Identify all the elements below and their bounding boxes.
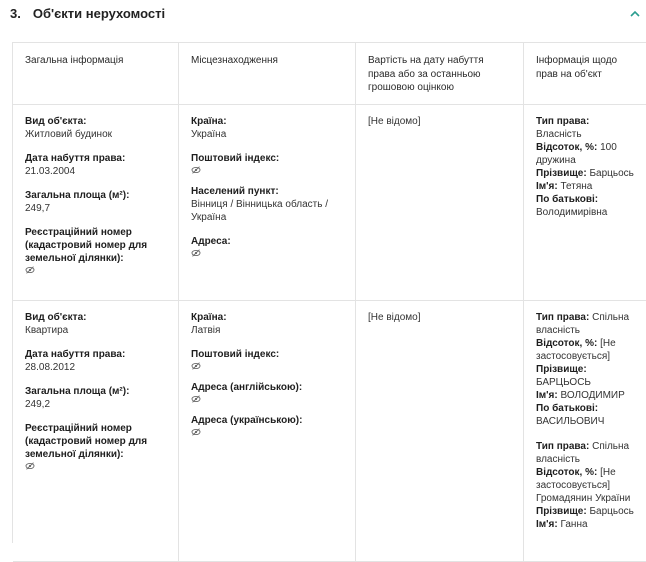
share-label: Відсоток, %:: [536, 467, 598, 478]
surname-value: Барцьось: [589, 506, 634, 517]
patronymic-value: Володимирівна: [536, 207, 608, 218]
section-title: [10, 6, 165, 21]
location-cell: [179, 105, 356, 300]
value-text: [Не відомо]: [368, 116, 421, 127]
citizenship-value: Громадянин України: [536, 493, 631, 504]
patronymic-value: ВАСИЛЬОВИЧ: [536, 416, 605, 427]
acquisition-date-label: Дата набуття права:: [25, 153, 126, 164]
header-location: Місцезнаходження: [179, 43, 356, 104]
area-label: Загальна площа (м²):: [25, 190, 130, 201]
address-en-label: Адреса (англійською):: [191, 382, 303, 393]
area-value: 249,2: [25, 399, 51, 410]
eye-slash-icon: [25, 266, 35, 274]
name-label: Ім'я:: [536, 519, 558, 530]
acquisition-date-label: Дата набуття права:: [25, 349, 126, 360]
right-type-label: Тип права:: [536, 441, 590, 452]
area-label: Загальна площа (м²):: [25, 386, 130, 397]
surname-value: Барцьось: [589, 168, 634, 179]
eye-slash-icon: [191, 166, 201, 174]
header-value: Вартість на дату набуття права або за останньою грошовою оцінкою: [356, 43, 524, 104]
section-number: 3.: [10, 6, 21, 21]
right-type-label: Тип права:: [536, 312, 590, 323]
acquisition-date-value: 28.08.2012: [25, 362, 76, 373]
country-value: Латвія: [191, 325, 221, 336]
general-info-cell: [13, 105, 179, 300]
location-cell: [179, 301, 356, 561]
patronymic-label: По батькові:: [536, 403, 599, 414]
table-row: [13, 105, 646, 301]
name-value: ВОЛОДИМИР: [560, 390, 625, 401]
eye-slash-icon: [25, 462, 35, 470]
area-value: 249,7: [25, 203, 51, 214]
object-type-label: Вид об'єкта:: [25, 116, 87, 127]
right-type-value: Спільна власність: [536, 441, 630, 465]
section-title-text: Об'єкти нерухомості: [32, 6, 166, 21]
address-ua-label: Адреса (українською):: [191, 415, 303, 426]
value-cell: [356, 105, 524, 300]
table-header-row: [13, 43, 646, 105]
header-rights: Інформація щодо прав на об'єкт: [524, 43, 646, 104]
value-text: [Не відомо]: [368, 312, 421, 323]
rights-group: [536, 311, 634, 428]
name-value: Ганна: [560, 519, 588, 530]
address-label: Адреса:: [191, 236, 231, 247]
acquisition-date-value: 21.03.2004: [25, 166, 76, 177]
table-row: [13, 301, 646, 562]
object-type-value: Квартира: [25, 325, 69, 336]
eye-slash-icon: [191, 362, 201, 370]
eye-slash-icon: [191, 395, 201, 403]
general-info-cell: [13, 301, 179, 561]
object-type-value: Житловий будинок: [25, 129, 113, 140]
settlement-value: Вінниця / Вінницька область / Україна: [191, 199, 328, 223]
country-value: Україна: [191, 129, 227, 140]
share-value: 100 дружина: [536, 142, 617, 166]
rights-cell: [524, 105, 646, 300]
object-type-label: Вид об'єкта:: [25, 312, 87, 323]
postal-code-label: Поштовий індекс:: [191, 349, 280, 360]
header-general: Загальна інформація: [13, 43, 179, 104]
eye-slash-icon: [191, 428, 201, 436]
right-type-value: Власність: [536, 129, 582, 140]
registration-number-label: Реєстраційний номер (кадастровий номер для земельної ділянки):: [25, 227, 148, 264]
surname-value: БАРЦЬОСЬ: [536, 377, 591, 388]
right-type-value: Спільна власність: [536, 312, 630, 336]
name-value: Тетяна: [560, 181, 593, 192]
rights-cell: [524, 301, 646, 561]
eye-slash-icon: [191, 249, 201, 257]
patronymic-label: По батькові:: [536, 194, 599, 205]
real-estate-table: [12, 42, 646, 543]
rights-group: [536, 440, 634, 531]
share-label: Відсоток, %:: [536, 338, 598, 349]
surname-label: Прізвище:: [536, 364, 587, 375]
value-cell: [356, 301, 524, 561]
name-label: Ім'я:: [536, 390, 558, 401]
settlement-label: Населений пункт:: [191, 186, 279, 197]
country-label: Країна:: [191, 312, 227, 323]
right-type-label: Тип права:: [536, 116, 590, 127]
country-label: Країна:: [191, 116, 227, 127]
share-value: [Не застосовується]: [536, 338, 616, 362]
name-label: Ім'я:: [536, 181, 558, 192]
share-label: Відсоток, %:: [536, 142, 598, 153]
surname-label: Прізвище:: [536, 506, 587, 517]
registration-number-label: Реєстраційний номер (кадастровий номер для земельної ділянки):: [25, 423, 148, 460]
surname-label: Прізвище:: [536, 168, 587, 179]
chevron-up-icon[interactable]: [630, 10, 640, 18]
share-value: [Не застосовується]: [536, 467, 616, 491]
postal-code-label: Поштовий індекс:: [191, 153, 280, 164]
